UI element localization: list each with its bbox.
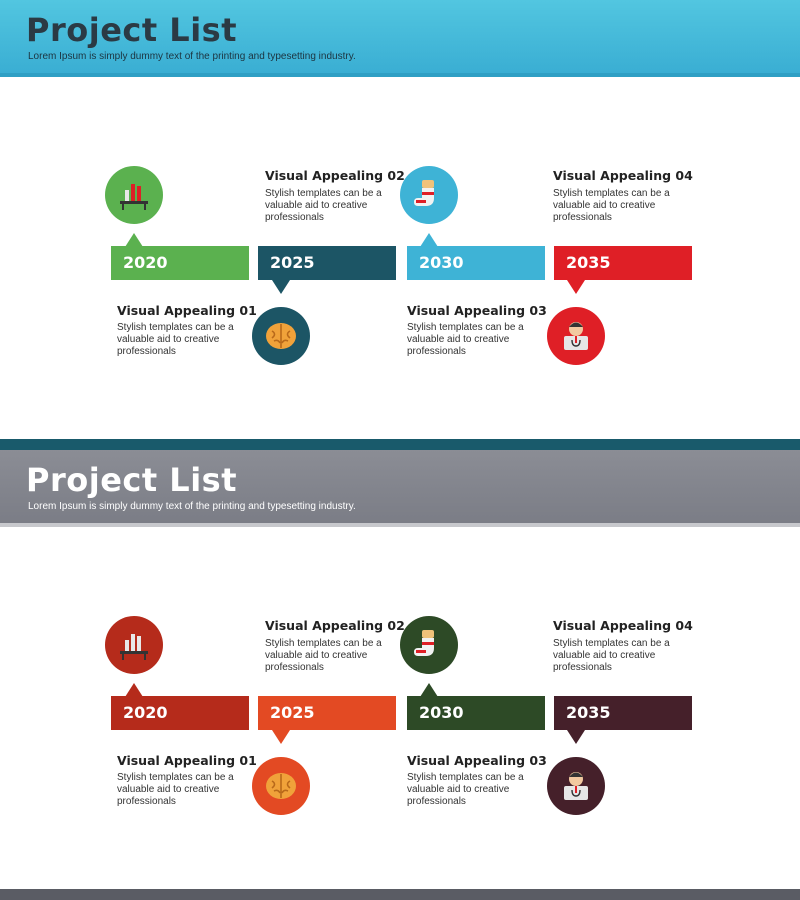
timeline-pointer [420, 683, 438, 697]
timeline-pointer [125, 233, 143, 247]
year-bar-2030: 2030 [407, 696, 545, 730]
slide-header [0, 0, 800, 73]
item-title-03: Visual Appealing 03 [407, 303, 547, 318]
doctor-icon [547, 757, 605, 815]
item-desc-04: Stylish templates can be a valuable aid to creative professionals [553, 638, 670, 673]
bandage-icon [400, 166, 458, 224]
page-subtitle: Lorem Ipsum is simply dummy text of the printing and typesetting industry. [28, 51, 356, 62]
item-desc-03: Stylish templates can be a valuable aid to creative professionals [407, 322, 524, 357]
bar-chart-icon [105, 166, 163, 224]
year-bar-2035: 2035 [554, 696, 692, 730]
year-bar-2025: 2025 [258, 696, 396, 730]
timeline-pointer [567, 280, 585, 294]
item-title-02: Visual Appealing 02 [265, 618, 405, 633]
timeline-pointer [272, 730, 290, 744]
year-bar-2035: 2035 [554, 246, 692, 280]
item-title-04: Visual Appealing 04 [553, 618, 693, 633]
year-bar-2020: 2020 [111, 246, 249, 280]
brain-icon [252, 307, 310, 365]
item-desc-01: Stylish templates can be a valuable aid to creative professionals [117, 322, 234, 357]
item-title-03: Visual Appealing 03 [407, 753, 547, 768]
item-title-01: Visual Appealing 01 [117, 303, 257, 318]
item-title-02: Visual Appealing 02 [265, 168, 405, 183]
page-title: Project List [26, 461, 237, 499]
item-desc-04: Stylish templates can be a valuable aid to creative professionals [553, 188, 670, 223]
slide-footer-bar [0, 889, 800, 900]
year-bar-2030: 2030 [407, 246, 545, 280]
timeline-pointer [420, 233, 438, 247]
bandage-icon [400, 616, 458, 674]
bar-chart-icon [105, 616, 163, 674]
item-desc-02: Stylish templates can be a valuable aid to creative professionals [265, 638, 382, 673]
page-subtitle: Lorem Ipsum is simply dummy text of the printing and typesetting industry. [28, 501, 356, 512]
timeline-pointer [567, 730, 585, 744]
slide-footer-bar [0, 439, 800, 450]
timeline-pointer [125, 683, 143, 697]
timeline-pointer [272, 280, 290, 294]
year-bar-2020: 2020 [111, 696, 249, 730]
slide-2 [0, 450, 800, 900]
item-desc-03: Stylish templates can be a valuable aid to creative professionals [407, 772, 524, 807]
item-desc-02: Stylish templates can be a valuable aid to creative professionals [265, 188, 382, 223]
header-divider [0, 73, 800, 77]
year-bar-2025: 2025 [258, 246, 396, 280]
brain-icon [252, 757, 310, 815]
header-divider [0, 523, 800, 527]
page-title: Project List [26, 11, 237, 49]
doctor-icon [547, 307, 605, 365]
item-title-04: Visual Appealing 04 [553, 168, 693, 183]
item-title-01: Visual Appealing 01 [117, 753, 257, 768]
item-desc-01: Stylish templates can be a valuable aid to creative professionals [117, 772, 234, 807]
slide-header [0, 450, 800, 523]
